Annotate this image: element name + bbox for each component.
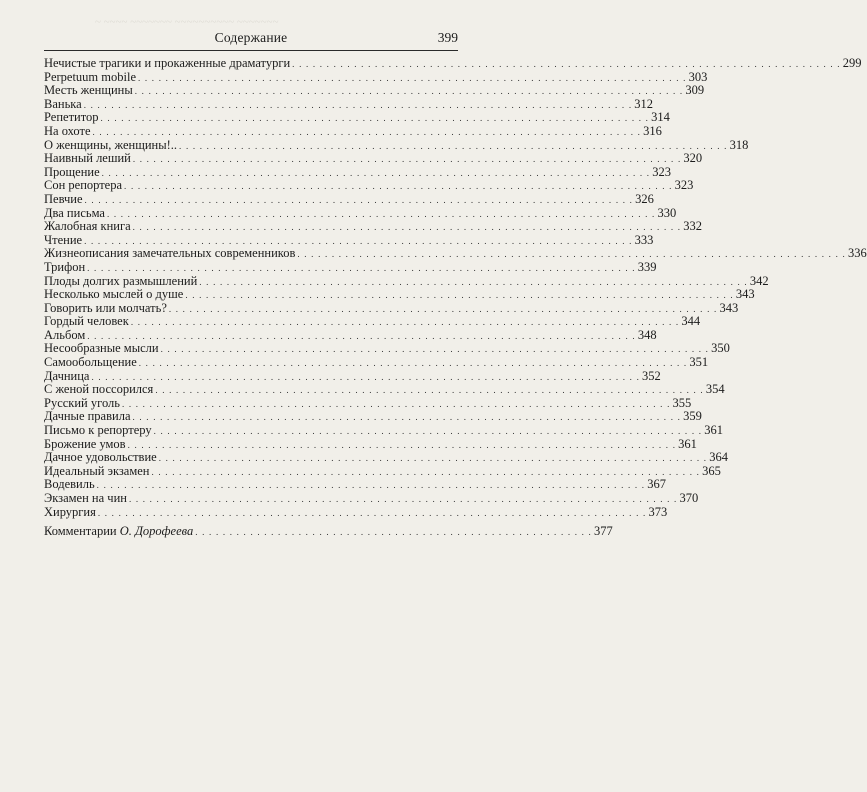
toc-entry-title: Несколько мыслей о душе: [44, 287, 184, 302]
comments-label: Комментарии: [44, 524, 117, 539]
leader-dots: . . . . . . . . . . . . . . . . . . . . . . . . . . . . . . . . . . . . . . . . . . . . . . . . . . . . . . . . . . . . . . . . . . . . . . . . . . . . . . . .: [199, 276, 748, 287]
leader-dots: . . . . . . . . . . . . . . . . . . . . . . . . . . . . . . . . . . . . . . . . . . . . . . . . . . . . . . . . . . . . . . . . . . . . . . . . . . . . . . . .: [97, 507, 647, 518]
toc-entry-page: 312: [634, 96, 654, 111]
toc-entry: [44, 463, 721, 479]
toc-entry-title: Альбом: [44, 327, 86, 342]
toc-entry-title: Несообразные мысли: [44, 341, 159, 356]
leader-dots: . . . . . . . . . . . . . . . . . . . . . . . . . . . . . . . . . . . . . . . . . . . . . . . . . . . . . . . . . . . . . . . . . . . . . . . . . . . . . . . .: [134, 86, 684, 97]
table-of-contents: [44, 56, 867, 539]
toc-entry-page: 354: [705, 382, 725, 397]
leader-dots: . . . . . . . . . . . . . . . . . . . . . . . . . . . . . . . . . . . . . . . . . . . . . . . . . . . . . . . . . . . . . . . . . . . . . . . . . . . . . . . .: [87, 262, 636, 273]
running-header: [44, 28, 458, 51]
toc-entry: [44, 423, 723, 438]
toc-entry: [44, 96, 654, 112]
toc-entry-page: 351: [689, 355, 709, 370]
leader-dots: . . . . . . . . . . . . . . . . . . . . . . . . . . . . . . . . . . . . . . . . . . . . . . . . . . . . . . . . . . . . . . . . . . . . . . . . . . . . . . . .: [132, 222, 682, 233]
toc-entry: [44, 232, 654, 248]
toc-entry: [44, 205, 677, 221]
leader-dots: . . . . . . . . . . . . . . . . . . . . . . . . . . . . . . . . . . . . . . . . . . . . . . . . . . . . . . . . . . . . . . . . . . . . . . . . . . . . . . . .: [130, 317, 680, 328]
toc-entry-title: Письмо к репортеру: [44, 423, 152, 438]
toc-entry-title: [44, 525, 193, 539]
leader-dots: . . . . . . . . . . . . . . . . . . . . . . . . . . . . . . . . . . . . . . . . . . . . . . . . . . . . . . . . . . . . . . . . . . . . . . . . . . . . . . . .: [83, 99, 633, 110]
toc-entry-page: 314: [651, 110, 670, 125]
toc-entry-title: Жизнеописания замечательных современников: [44, 246, 296, 261]
toc-entry-title: Певчие: [44, 191, 83, 206]
toc-entry: [44, 491, 699, 506]
toc-entry-page: 352: [642, 368, 661, 383]
toc-entry-title: Месть женщины: [44, 83, 133, 98]
toc-entry: [44, 137, 749, 153]
toc-entry-title: Репетитор: [44, 110, 99, 125]
leader-dots: . . . . . . . . . . . . . . . . . . . . . . . . . . . . . . . . . . . . . . . . . . . . . . . . . . . . . . . . . . . . . . . . . . . . . . . . . . . . . . . .: [168, 303, 718, 314]
toc-entry-page: 355: [672, 395, 692, 410]
toc-entry-title: Русский уголь: [44, 395, 120, 410]
toc-entry: [44, 382, 725, 397]
toc-entry: [44, 56, 862, 71]
leader-dots: . . . . . . . . . . . . . . . . . . . . . . . . . . . . . . . . . . . . . . . . . . . . . . . . . . . . . . . . . . . . . . . . . . . . . . . . . . . . . . . .: [158, 453, 708, 464]
toc-entry: [44, 341, 730, 356]
toc-entry-page: 326: [635, 191, 654, 206]
page-title: Содержание: [214, 30, 288, 45]
toc-entry-title: Идеальный экзамен: [44, 463, 150, 478]
leader-dots: . . . . . . . . . . . . . . . . . . . . . . . . . . . . . . . . . . . . . . . . . . . . . . . . . . . . . . . . . .: [195, 527, 592, 538]
toc-entry-title: Дачница: [44, 368, 90, 383]
toc-entry-page: 342: [749, 273, 769, 288]
toc-entry: [44, 191, 654, 207]
toc-entry-title: Говорить или молчать?: [44, 300, 167, 315]
toc-entry-page: 339: [637, 259, 657, 274]
toc-entry-page: 299: [842, 56, 862, 70]
toc-entry-page: 361: [678, 436, 697, 451]
toc-entry-page: 367: [647, 477, 666, 492]
leader-dots: . . . . . . . . . . . . . . . . . . . . . . . . . . . . . . . . . . . . . . . . . . . . . . . . . . . . . . . . . . . . . . . . . . . . . . . . . . . . . . . .: [91, 371, 641, 382]
leader-dots: . . . . . . . . . . . . . . . . . . . . . . . . . . . . . . . . . . . . . . . . . . . . . . . . . . . . . . . . . . . . . . . . . . . . . . . . . . . . . . . .: [138, 72, 687, 83]
toc-entry-page: 361: [704, 423, 723, 438]
toc-entry: [44, 504, 668, 520]
toc-entry-title: Гордый человек: [44, 314, 129, 329]
toc-entry-page: 332: [683, 219, 702, 234]
toc-entry-page: 343: [719, 300, 739, 315]
toc-entry-page: 364: [709, 450, 729, 465]
toc-entry: [44, 368, 661, 384]
toc-entry: [44, 436, 697, 452]
leader-dots: . . . . . . . . . . . . . . . . . . . . . . . . . . . . . . . . . . . . . . . . . . . . . . . . . . . . . . . . . . . . . . . . . . . . . . . . . . . . . . . .: [106, 208, 656, 219]
leader-dots: . . . . . . . . . . . . . . . . . . . . . . . . . . . . . . . . . . . . . . . . . . . . . . . . . . . . . . . . . . . . . . . . . . . . . . . . . . . . . . . .: [128, 494, 678, 504]
leader-dots: . . . . . . . . . . . . . . . . . . . . . . . . . . . . . . . . . . . . . . . . . . . . . . . . . . . . . . . . . . . . . . . . . . . . . . . . . . . . . . . .: [84, 235, 633, 246]
toc-entry-title: На охоте: [44, 123, 91, 138]
toc-entry-title: Плоды долгих размышлений: [44, 273, 198, 288]
leader-dots: . . . . . . . . . . . . . . . . . . . . . . . . . . . . . . . . . . . . . . . . . . . . . . . . . . . . . . . . . . . . . . . . . . . . . . . . . . . . . . . .: [100, 113, 650, 124]
toc-entry: [44, 395, 692, 411]
leader-dots: . . . . . . . . . . . . . . . . . . . . . . . . . . . . . . . . . . . . . . . . . . . . . . . . . . . . . . . . . . . . . . . . . . . . . . . . . . . . . . . .: [124, 181, 673, 192]
toc-entry: [44, 409, 702, 424]
toc-entry-page: 365: [702, 463, 721, 478]
toc-entry-title: Жалобная книга: [44, 219, 131, 234]
leader-dots: . . . . . . . . . . . . . . . . . . . . . . . . . . . . . . . . . . . . . . . . . . . . . . . . . . . . . . . . . . . . . . . . . . . . . . . . . . . . . . . .: [87, 330, 636, 341]
toc-entry-title: Дачное удовольствие: [44, 450, 157, 465]
toc-entry-page: 348: [637, 327, 657, 342]
toc-entry-page: 370: [679, 491, 699, 505]
toc-entry: [44, 273, 769, 289]
toc-entry-page: 318: [729, 137, 749, 152]
toc-entry-page: 330: [657, 205, 677, 220]
leader-dots: . . . . . . . . . . . . . . . . . . . . . . . . . . . . . . . . . . . . . . . . . . . . . . . . . . . . . . . . . . . . . . . . . . . . . . . . . . . . . . . .: [101, 167, 651, 178]
toc-entry-page: 373: [648, 504, 668, 519]
toc-entry: [44, 83, 705, 98]
leader-dots: . . . . . . . . . . . . . . . . . . . . . . . . . . . . . . . . . . . . . . . . . . . . . . . . . . . . . . . . . . . . . . . . . . . . . . . . . . . . . . . .: [153, 426, 703, 437]
toc-entry-comments: [44, 524, 613, 539]
toc-entry: [44, 287, 755, 302]
toc-entry: [44, 219, 702, 234]
leader-dots: . . . . . . . . . . . . . . . . . . . . . . . . . . . . . . . . . . . . . . . . . . . . . . . . . . . . . . . . . . . . . . . . . . . . . . . . . . . . . . . .: [138, 358, 688, 369]
toc-entry-page: 323: [674, 178, 694, 193]
leader-dots: . . . . . . . . . . . . . . . . . . . . . . . . . . . . . . . . . . . . . . . . . . . . . . . . . . . . . . . . . . . . . . . . . . . . . . . . . . . . . . . .: [84, 194, 634, 205]
leader-dots: . . . . . . . . . . . . . . . . . . . . . . . . . . . . . . . . . . . . . . . . . . . . . . . . . . . . . . . . . . . . . . . . . . . . . . . . . . . . . . . .: [132, 412, 682, 423]
toc-entry-title: Perpetuum mobile: [44, 69, 136, 84]
leader-dots: . . . . . . . . . . . . . . . . . . . . . . . . . . . . . . . . . . . . . . . . . . . . . . . . . . . . . . . . . . . . . . . . . . . . . . . . . . . . . . . .: [151, 466, 701, 477]
toc-entry: [44, 151, 703, 166]
toc-entry: [44, 355, 709, 370]
toc-entry-title: Сон репортера: [44, 178, 123, 193]
toc-entry-page: 377: [594, 524, 613, 539]
toc-entry: [44, 300, 739, 316]
toc-entry: [44, 178, 694, 193]
toc-entry-title: Экзамен на чин: [44, 491, 127, 505]
toc-entry: [44, 164, 671, 180]
toc-entry-title: Водевиль: [44, 477, 95, 492]
leader-dots: . . . . . . . . . . . . . . . . . . . . . . . . . . . . . . . . . . . . . . . . . . . . . . . . . . . . . . . . . . . . . . . . . . . . . . . . . . . . . . . .: [292, 59, 841, 69]
leader-dots: . . . . . . . . . . . . . . . . . . . . . . . . . . . . . . . . . . . . . . . . . . . . . . . . . . . . . . . . . . . . . . . . . . . . . . . . . . . . . . . .: [127, 439, 677, 450]
toc-entry: [44, 327, 657, 343]
toc-entry-page: 344: [681, 314, 701, 329]
toc-entry-title: Дачные правила: [44, 409, 131, 424]
toc-entry-title: С женой поссорился: [44, 382, 154, 397]
toc-entry-page: 303: [688, 69, 708, 84]
toc-entry-title: Брожение умов: [44, 436, 126, 451]
leader-dots: . . . . . . . . . . . . . . . . . . . . . . . . . . . . . . . . . . . . . . . . . . . . . . . . . . . . . . . . . . . . . . . . . . . . . . . . . . . . . . . .: [121, 398, 671, 409]
toc-entry: [44, 477, 666, 492]
page-number: 399: [437, 30, 458, 45]
bleed-through-text: ~ ~~~~ ~~~~~~~ ~~~~~~~~~~ ~~~~~~~: [95, 16, 279, 28]
leader-dots: . . . . . . . . . . . . . . . . . . . . . . . . . . . . . . . . . . . . . . . . . . . . . . . . . . . . . . . . . . . . . . . . . . . . . . . . . . . . . . . .: [92, 126, 642, 137]
leader-dots: . . . . . . . . . . . . . . . . . . . . . . . . . . . . . . . . . . . . . . . . . . . . . . . . . . . . . . . . . . . . . . . . . . . . . . . . . . . . . . . .: [185, 290, 734, 301]
toc-entry: [44, 110, 670, 125]
toc-entry-title: Нечистые трагики и прокаженные драматурги: [44, 56, 291, 70]
toc-entry-title: Два письма: [44, 205, 105, 220]
toc-entry-title: Ванька: [44, 96, 82, 111]
toc-entry-page: 350: [711, 341, 730, 356]
toc-entry-page: 316: [643, 123, 662, 138]
toc-entry-title: Наивный леший: [44, 151, 131, 166]
toc-entry-page: 359: [683, 409, 702, 424]
toc-entry-page: 309: [685, 83, 705, 98]
toc-entry: [44, 259, 657, 275]
toc-entry-page: 333: [634, 232, 654, 247]
toc-entry: [44, 314, 701, 329]
leader-dots: . . . . . . . . . . . . . . . . . . . . . . . . . . . . . . . . . . . . . . . . . . . . . . . . . . . . . . . . . . . . . . . . . . . . . . . . . . . . . . . .: [179, 140, 728, 151]
toc-entry-title: О женщины, женщины!..: [44, 137, 178, 152]
toc-entry-page: 343: [735, 287, 755, 302]
leader-dots: . . . . . . . . . . . . . . . . . . . . . . . . . . . . . . . . . . . . . . . . . . . . . . . . . . . . . . . . . . . . . . . . . . . . . . . . . . . . . . . .: [96, 480, 646, 491]
toc-entry-title: Чтение: [44, 232, 83, 247]
toc-entry: [44, 69, 708, 85]
toc-entry-title: Самообольщение: [44, 355, 137, 370]
toc-entry-title: Прощение: [44, 164, 100, 179]
toc-entry-title: Трифон: [44, 259, 86, 274]
leader-dots: . . . . . . . . . . . . . . . . . . . . . . . . . . . . . . . . . . . . . . . . . . . . . . . . . . . . . . . . . . . . . . . . . . . . . . . . . . . . . . . .: [155, 385, 704, 396]
leader-dots: . . . . . . . . . . . . . . . . . . . . . . . . . . . . . . . . . . . . . . . . . . . . . . . . . . . . . . . . . . . . . . . . . . . . . . . . . . . . . . . .: [132, 154, 682, 165]
toc-entry-page: 323: [652, 164, 671, 179]
comments-author: О. Дорофеева: [119, 524, 194, 539]
leader-dots: . . . . . . . . . . . . . . . . . . . . . . . . . . . . . . . . . . . . . . . . . . . . . . . . . . . . . . . . . . . . . . . . . . . . . . . . . . . . . . . .: [297, 249, 846, 260]
toc-entry: [44, 246, 867, 261]
toc-entry-page: 320: [683, 151, 703, 166]
toc-entry: [44, 123, 662, 139]
toc-entry-title: Хирургия: [44, 504, 96, 519]
toc-entry: [44, 450, 729, 465]
leader-dots: . . . . . . . . . . . . . . . . . . . . . . . . . . . . . . . . . . . . . . . . . . . . . . . . . . . . . . . . . . . . . . . . . . . . . . . . . . . . . . . .: [160, 344, 710, 355]
toc-entry-page: 336: [847, 246, 867, 261]
